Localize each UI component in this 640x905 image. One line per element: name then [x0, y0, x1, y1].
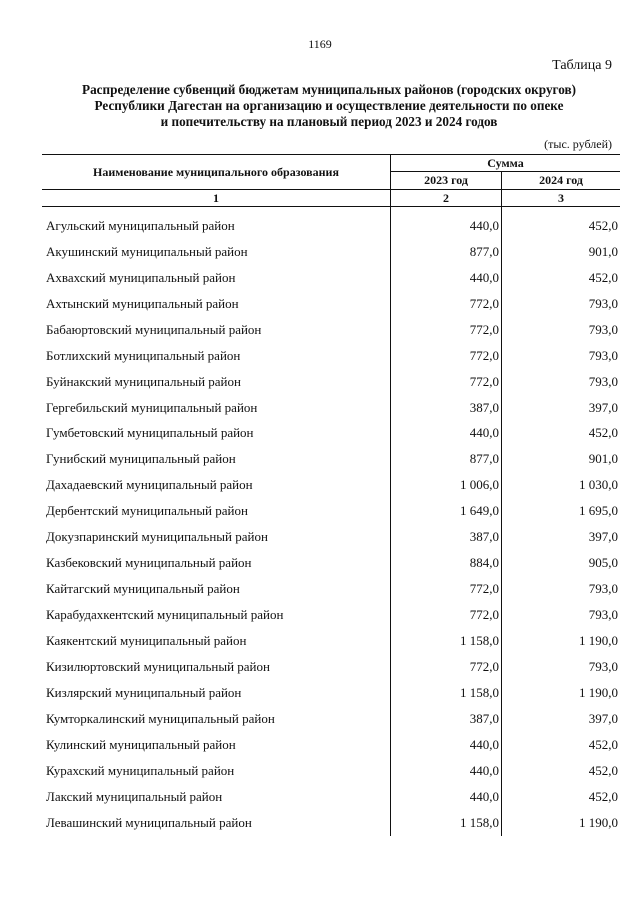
table-label: Таблица 9 — [552, 58, 612, 73]
district-name: Гумбетовский муниципальный район — [42, 421, 391, 447]
title-line: и попечительству на плановый период 2023 и 2024 годов — [160, 114, 498, 129]
district-name: Карабудахкентский муниципальный район — [42, 602, 391, 628]
value-2024: 901,0 — [588, 451, 618, 467]
table-row — [42, 654, 620, 680]
value-2024: 397,0 — [588, 529, 618, 545]
value-2023: 877,0 — [391, 239, 502, 265]
value-2024: 901,0 — [588, 243, 618, 259]
value-2024: 905,0 — [588, 555, 618, 571]
value-2024: 397,0 — [588, 710, 618, 726]
value-2023: 387,0 — [391, 706, 502, 732]
table-row — [42, 732, 620, 758]
title-line: Республики Дагестан на организацию и осуществление деятельности по опеке — [94, 98, 564, 113]
value-2023: 1 158,0 — [391, 628, 502, 654]
table-row — [42, 706, 620, 732]
table-row — [42, 369, 620, 395]
value-2023: 772,0 — [391, 343, 502, 369]
table-row — [42, 498, 620, 524]
value-2024: 452,0 — [588, 269, 618, 285]
value-2024: 1 030,0 — [579, 477, 618, 493]
district-name: Казбековский муниципальный район — [42, 550, 391, 576]
value-2023: 772,0 — [391, 602, 502, 628]
header-year-2024: 2024 год — [539, 173, 583, 187]
value-2024: 1 695,0 — [579, 503, 618, 519]
value-2023: 440,0 — [391, 207, 502, 239]
value-2024: 793,0 — [588, 295, 618, 311]
value-2024: 397,0 — [588, 399, 618, 415]
table-row — [42, 291, 620, 317]
value-2023: 772,0 — [391, 654, 502, 680]
value-2023: 1 158,0 — [391, 680, 502, 706]
units-label: (тыс. рублей) — [544, 137, 612, 151]
district-name: Кумторкалинский муниципальный район — [42, 706, 391, 732]
table-row — [42, 550, 620, 576]
district-name: Кизилюртовский муниципальный район — [42, 654, 391, 680]
district-name: Гунибский муниципальный район — [42, 446, 391, 472]
value-2023: 772,0 — [391, 291, 502, 317]
table-row — [42, 758, 620, 784]
value-2024: 793,0 — [588, 581, 618, 597]
district-name: Каякентский муниципальный район — [42, 628, 391, 654]
title-line: Распределение субвенций бюджетам муниципальных районов (городских округов) — [82, 82, 576, 97]
value-2024: 793,0 — [588, 347, 618, 363]
value-2024: 452,0 — [588, 788, 618, 804]
value-2023: 440,0 — [391, 732, 502, 758]
district-name: Курахский муниципальный район — [42, 758, 391, 784]
district-name: Буйнакский муниципальный район — [42, 369, 391, 395]
district-name: Агульский муниципальный район — [42, 207, 391, 239]
table-row — [42, 207, 620, 239]
value-2024: 1 190,0 — [579, 814, 618, 830]
district-name: Дахадаевский муниципальный район — [42, 472, 391, 498]
district-name: Дербентский муниципальный район — [42, 498, 391, 524]
district-name: Лакский муниципальный район — [42, 784, 391, 810]
value-2024: 452,0 — [588, 736, 618, 752]
value-2024: 1 190,0 — [579, 632, 618, 648]
value-2023: 772,0 — [391, 317, 502, 343]
table-row — [42, 265, 620, 291]
district-name: Кайтагский муниципальный район — [42, 576, 391, 602]
header-sum: Сумма — [391, 155, 621, 172]
value-2024: 793,0 — [588, 607, 618, 623]
district-name: Кизлярский муниципальный район — [42, 680, 391, 706]
table-row — [42, 602, 620, 628]
district-name: Ахвахский муниципальный район — [42, 265, 391, 291]
header-col-number-2: 2 — [391, 190, 502, 207]
district-name: Акушинский муниципальный район — [42, 239, 391, 265]
document-title — [40, 82, 618, 130]
header-col-number-3: 3 — [502, 190, 621, 207]
value-2024: 793,0 — [588, 321, 618, 337]
value-2024: 1 190,0 — [579, 684, 618, 700]
value-2023: 440,0 — [391, 421, 502, 447]
value-2024: 793,0 — [588, 658, 618, 674]
value-2023: 877,0 — [391, 446, 502, 472]
value-2023: 387,0 — [391, 395, 502, 421]
table-row — [42, 343, 620, 369]
value-2023: 440,0 — [391, 265, 502, 291]
value-2024: 452,0 — [588, 762, 618, 778]
header-name: Наименование муниципального образования — [42, 155, 391, 190]
table-row — [42, 810, 620, 836]
value-2023: 440,0 — [391, 784, 502, 810]
value-2023: 387,0 — [391, 524, 502, 550]
table-row — [42, 395, 620, 421]
value-2023: 440,0 — [391, 758, 502, 784]
value-2023: 884,0 — [391, 550, 502, 576]
value-2023: 772,0 — [391, 576, 502, 602]
table-row — [42, 472, 620, 498]
district-name: Кулинский муниципальный район — [42, 732, 391, 758]
table-row — [42, 421, 620, 447]
table-row — [42, 317, 620, 343]
table-row — [42, 446, 620, 472]
value-2023: 1 649,0 — [391, 498, 502, 524]
table-body — [42, 207, 620, 836]
district-name: Гергебильский муниципальный район — [42, 395, 391, 421]
table-row — [42, 524, 620, 550]
header-col-number-1: 1 — [42, 190, 391, 207]
district-name: Ботлихский муниципальный район — [42, 343, 391, 369]
value-2023: 772,0 — [391, 369, 502, 395]
value-2024: 452,0 — [588, 425, 618, 441]
table-row — [42, 784, 620, 810]
table-row — [42, 239, 620, 265]
header-year-2023: 2023 год — [391, 172, 502, 190]
district-name: Ахтынский муниципальный район — [42, 291, 391, 317]
district-name: Левашинский муниципальный район — [42, 810, 391, 836]
value-2024: 452,0 — [588, 217, 618, 233]
district-name: Докузпаринский муниципальный район — [42, 524, 391, 550]
value-2024: 793,0 — [588, 373, 618, 389]
table-row — [42, 628, 620, 654]
table-row — [42, 576, 620, 602]
value-2023: 1 006,0 — [391, 472, 502, 498]
table-row — [42, 680, 620, 706]
district-name: Бабаюртовский муниципальный район — [42, 317, 391, 343]
subsidy-table — [42, 154, 620, 836]
page-number: 1169 — [308, 37, 332, 51]
value-2023: 1 158,0 — [391, 810, 502, 836]
